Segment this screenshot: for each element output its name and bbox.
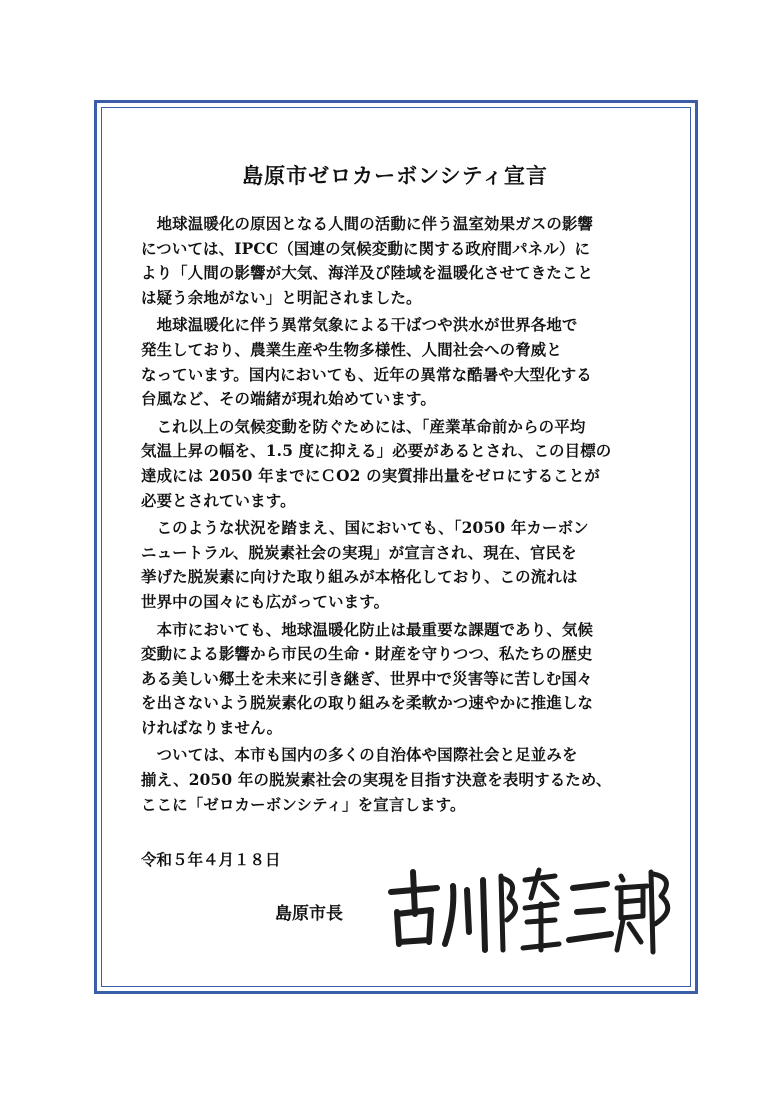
text-line: を出さないよう脱炭素化の取り組みを柔軟かつ速やかに推進しな (141, 694, 594, 713)
text-line: 本市においても、地球温暖化防止は最重要な課題であり、気候 (141, 620, 594, 639)
text-line: 必要とされています。 (141, 491, 296, 510)
text-line: ある美しい郷土を未来に引き継ぎ、世界中で災害等に苦しむ国々 (141, 669, 593, 688)
text-line: ついては、本市も国内の多くの自治体や国際社会と足並みを (141, 746, 578, 765)
document-title: 島原市ゼロカーボンシティ宣言 (242, 163, 548, 188)
paragraph (141, 415, 651, 513)
signature-char-2 (445, 880, 485, 950)
paragraph (141, 516, 651, 614)
text-line: 変動による影響から市民の生命・財産を守りつつ、私たちの歴史 (141, 645, 593, 664)
text-line: ければなりません。 (141, 718, 283, 737)
text-line: 発生しており、農業生産や生物多様性、人間社会への脅威と (141, 340, 562, 359)
signature-char-5 (617, 872, 668, 952)
text-line: なっています。国内においても、近年の異常な酷暑や大型化する (141, 365, 592, 384)
text-line: 地球温暖化に伴う異常気象による干ばつや洪水が世界各地で (141, 316, 578, 335)
signature-char-3 (501, 870, 559, 950)
paragraph (141, 212, 651, 310)
paragraph (141, 313, 651, 411)
paragraph (141, 618, 651, 741)
mayor-signature (385, 858, 675, 958)
text-line: 挙げた脱炭素に向けた取り組みが本格化しており、この流れは (141, 568, 578, 587)
declaration-date: 令和５年４月１８日 (141, 850, 281, 869)
text-line: 世界中の国々にも広がっています。 (141, 592, 390, 611)
paragraph (141, 743, 651, 817)
text-line: 台風など、その端緒が現れ始めています。 (141, 390, 436, 409)
text-line: 気温上昇の幅を、1.5 度に抑える」必要があるとされ、この目標の (141, 442, 612, 461)
text-line: ニュートラル、脱炭素社会の実現」が宣言され、現在、官民を (141, 543, 577, 562)
signature-char-4 (569, 884, 611, 940)
text-line: 達成には 2050 年までにＣO2 の実質排出量をゼロにすることが (141, 466, 601, 485)
text-line: このような状況を踏まえ、国においても、「2050 年カーボン (141, 519, 589, 538)
text-line: は疑う余地がない」と明記されました。 (141, 288, 422, 307)
mayor-title: 島原市長 (275, 904, 343, 924)
signature-char-1 (391, 872, 437, 944)
text-line: 揃え、2050 年の脱炭素社会の実現を目指す決意を表明するため、 (141, 771, 612, 790)
text-line: 地球温暖化の原因となる人間の活動に伴う温室効果ガスの影響 (141, 215, 594, 233)
text-line: については、IPCC（国連の気候変動に関する政府間パネル）に (141, 239, 591, 258)
text-line: これ以上の気候変動を防ぐためには、「産業革命前からの平均 (141, 417, 586, 436)
text-line: より「人間の影響が大気、海洋及び陸域を温暖化させてきたこと (141, 264, 594, 283)
text-line: ここに「ゼロカーボンシティ」を宣言します。 (141, 795, 466, 814)
declaration-body (141, 212, 651, 820)
